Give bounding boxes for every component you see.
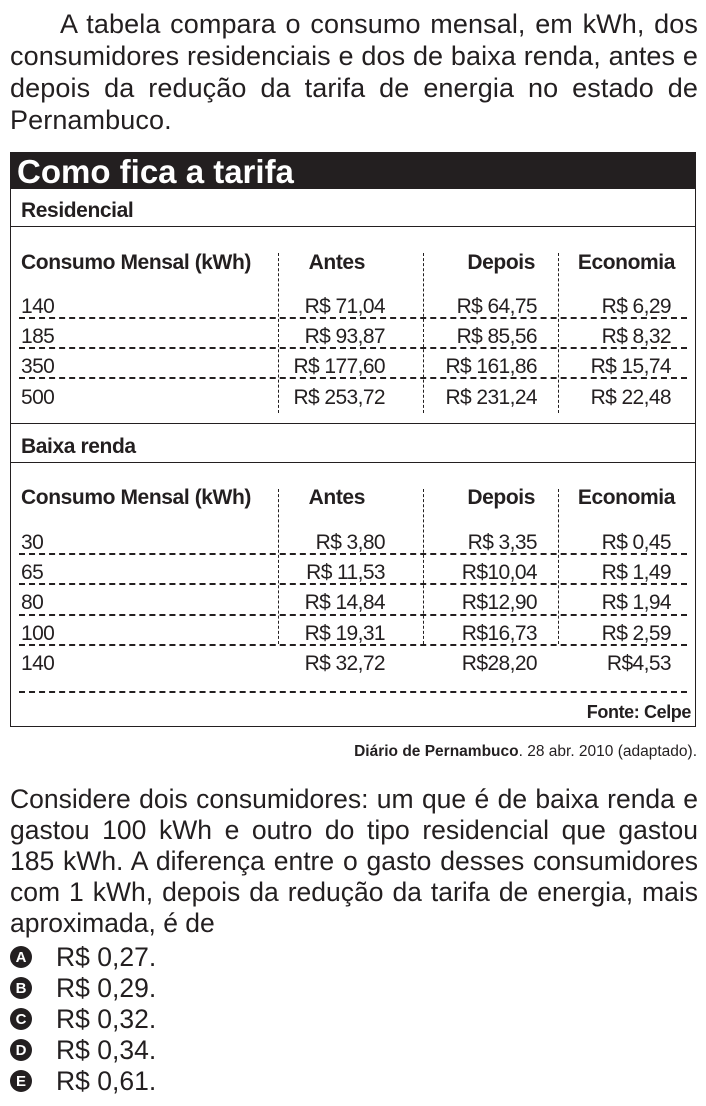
col-header-antes: Antes — [308, 486, 365, 509]
option-letter-d: D — [10, 1039, 32, 1061]
citation-details: . 28 abr. 2010 (adaptado). — [518, 743, 697, 760]
cell-antes: R$ 32,72 — [304, 652, 385, 675]
cell-consumo: 100 — [21, 622, 55, 645]
cell-depois: R$28,20 — [461, 652, 537, 675]
col-header-consumo: Consumo Mensal (kWh) — [21, 251, 252, 274]
col-header-economia: Economia — [577, 251, 675, 274]
row-divider — [19, 583, 687, 585]
tariff-table — [10, 152, 696, 727]
col-header-consumo: Consumo Mensal (kWh) — [21, 486, 252, 509]
cell-antes: R$ 93,87 — [304, 325, 385, 348]
column-separator — [423, 489, 424, 644]
cell-economia: R$ 6,29 — [601, 295, 671, 318]
cell-depois: R$16,73 — [461, 622, 537, 645]
cell-depois: R$ 231,24 — [445, 386, 537, 409]
cell-depois: R$ 3,35 — [467, 531, 537, 554]
cell-antes: R$ 177,60 — [293, 355, 385, 378]
intro-paragraph: A tabela compara o consumo mensal, em kWh, dos consumidores residenciais e dos de baixa renda, antes e depois da redução da tarifa de energia no estado de Pernambuco. — [10, 9, 698, 135]
cell-consumo: 500 — [21, 386, 55, 409]
option-text-a: R$ 0,27. — [56, 941, 157, 972]
col-header-depois: Depois — [467, 486, 535, 509]
cell-consumo: 80 — [21, 591, 44, 614]
divider — [11, 423, 695, 424]
row-divider — [19, 691, 687, 693]
section-label-baixa-renda: Baixa renda — [21, 435, 136, 458]
cell-economia: R$ 1,49 — [601, 561, 671, 584]
table-title: Como fica a tarifa — [11, 153, 695, 189]
option-text-d: R$ 0,34. — [56, 1034, 157, 1065]
col-header-antes: Antes — [308, 251, 365, 274]
citation — [354, 743, 697, 761]
row-divider — [19, 614, 687, 616]
cell-antes: R$ 71,04 — [304, 295, 385, 318]
col-header-economia: Economia — [577, 486, 675, 509]
option-a[interactable] — [10, 942, 156, 972]
cell-consumo: 140 — [21, 652, 55, 675]
option-text-e: R$ 0,61. — [56, 1065, 157, 1096]
cell-consumo: 350 — [21, 355, 55, 378]
option-letter-c: C — [10, 1008, 32, 1030]
cell-depois: R$ 64,75 — [456, 295, 537, 318]
row-divider — [19, 347, 687, 349]
cell-antes: R$ 19,31 — [304, 622, 385, 645]
column-separator — [278, 253, 279, 413]
divider — [11, 226, 695, 227]
cell-consumo: 30 — [21, 531, 44, 554]
citation-source-name: Diário de Pernambuco — [354, 743, 519, 760]
option-c[interactable] — [10, 1004, 156, 1034]
cell-depois: R$10,04 — [461, 561, 537, 584]
cell-economia: R$ 22,48 — [590, 386, 671, 409]
row-divider — [19, 317, 687, 319]
column-separator — [558, 489, 559, 644]
option-b[interactable] — [10, 973, 156, 1003]
divider — [11, 462, 695, 463]
cell-depois: R$ 161,86 — [445, 355, 537, 378]
cell-antes: R$ 14,84 — [304, 591, 385, 614]
section-label-residencial: Residencial — [21, 199, 134, 222]
option-letter-b: B — [10, 977, 32, 999]
option-text-c: R$ 0,32. — [56, 1003, 157, 1034]
col-header-depois: Depois — [467, 251, 535, 274]
cell-antes: R$ 253,72 — [293, 386, 385, 409]
cell-antes: R$ 11,53 — [306, 561, 385, 584]
cell-economia: R$ 15,74 — [590, 355, 671, 378]
cell-consumo: 140 — [21, 295, 55, 318]
cell-economia: R$ 0,45 — [601, 531, 671, 554]
option-e[interactable] — [10, 1066, 156, 1096]
column-separator — [423, 253, 424, 413]
column-separator — [278, 489, 279, 644]
row-divider — [19, 553, 687, 555]
cell-depois: R$ 85,56 — [456, 325, 537, 348]
question-text: Considere dois consumidores: um que é de baixa renda e gastou 100 kWh e outro do tipo residencial que gastou 185 kWh. A diferença entre o gasto desses consumidores com 1 kWh, depois da redução da tarifa de energia, mais aproximada, é de — [10, 784, 698, 938]
row-divider — [19, 644, 687, 646]
option-letter-a: A — [10, 946, 32, 968]
column-separator — [558, 253, 559, 413]
option-text-b: R$ 0,29. — [56, 972, 157, 1003]
cell-depois: R$12,90 — [461, 591, 537, 614]
table-source: Fonte: Celpe — [586, 702, 691, 722]
row-divider — [19, 377, 687, 379]
cell-economia: R$ 8,32 — [601, 325, 671, 348]
cell-economia: R$ 2,59 — [601, 622, 671, 645]
option-letter-e: E — [10, 1070, 32, 1092]
cell-consumo: 185 — [21, 325, 55, 348]
cell-economia: R$ 1,94 — [601, 591, 671, 614]
cell-antes: R$ 3,80 — [315, 531, 385, 554]
cell-consumo: 65 — [21, 561, 44, 584]
option-d[interactable] — [10, 1035, 156, 1065]
cell-economia: R$4,53 — [606, 652, 671, 675]
